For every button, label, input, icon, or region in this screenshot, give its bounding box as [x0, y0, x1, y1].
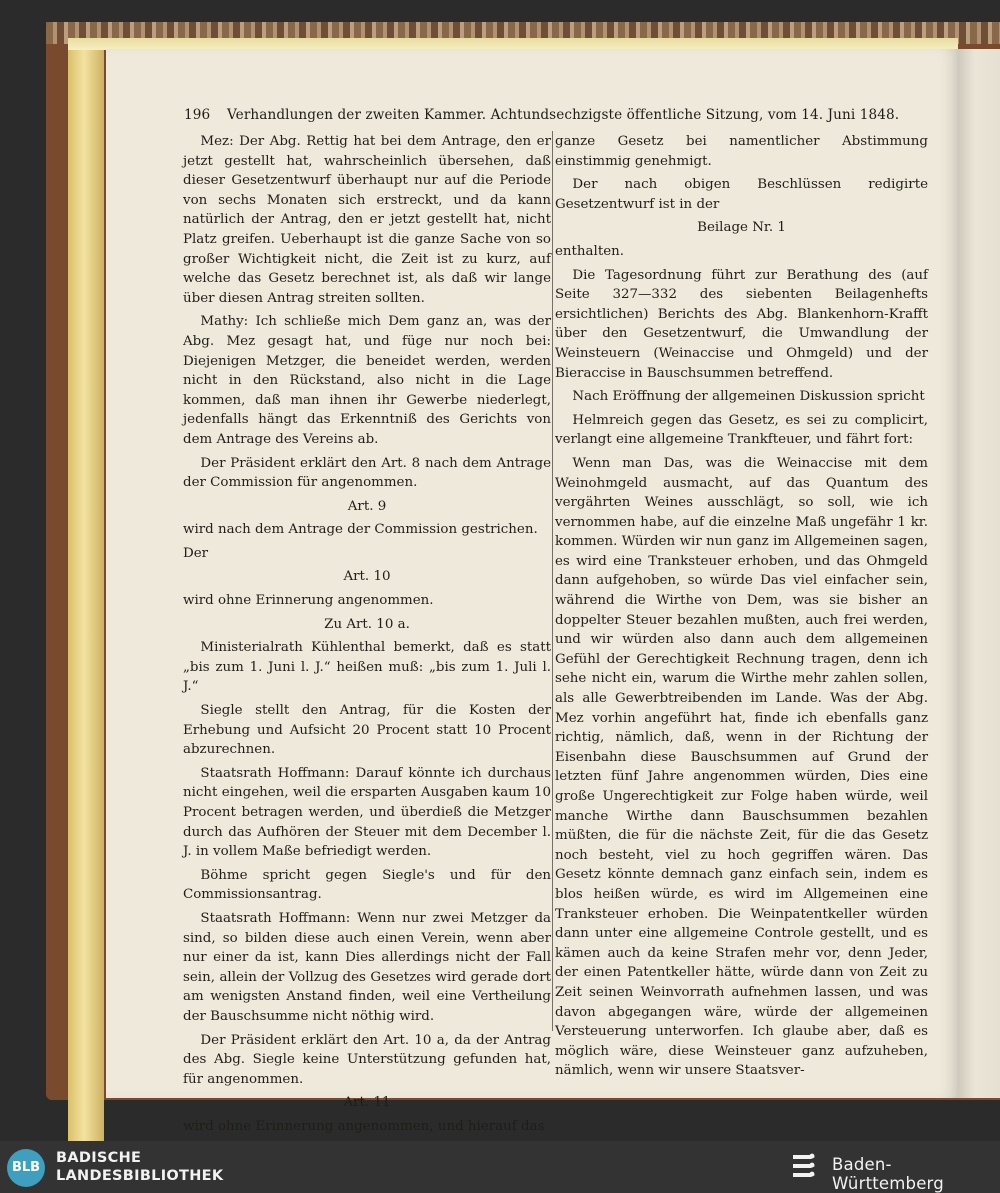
paragraph: Helmreich gegen das Gesetz, es sei zu complicirt, verlangt eine allgemeine Trankfteuer, und fährt fort:	[555, 412, 928, 448]
paragraph: wird nach dem Antrage der Commission gestrichen.	[183, 522, 538, 538]
paragraph: Ministerialrath Kühlenthal bemerkt, daß es statt „bis zum 1. Juni l. J.“ heißen muß: „bis zum 1. Juli l. J.“	[183, 640, 551, 695]
next-page-edge	[958, 49, 1000, 1098]
running-header	[184, 107, 954, 129]
gilt-page-edge	[68, 38, 104, 1179]
footer-banner	[0, 1141, 1000, 1193]
library-name[interactable]	[56, 1149, 223, 1185]
paragraph: Der Präsident erklärt den Art. 10 a, da der Antrag des Abg. Siegle keine Unterstützung gefunden hat, für angenommen.	[183, 1032, 551, 1087]
paragraph: Die Tagesordnung führt zur Berathung des (auf Seite 327—332 des siebenten Beilagenhefts ersichtlichen) Berichts des Abg. Blankenhorn-Krafft über den Gesetzentwurf, die Umwandlung der Weinsteuern (Weinaccise und Ohmgeld) und der Bieraccise in Bauschsummen betreffend.	[555, 267, 928, 381]
library-name-line2: LANDESBIBLIOTHEK	[56, 1168, 224, 1184]
left-text-column	[183, 132, 551, 1141]
section-heading: Art. 11	[343, 1095, 391, 1111]
paragraph: Staatsrath Hoffmann: Wenn nur zwei Metzger da sind, so bilden diese auch einen Verein, wenn aber nur einer da ist, kann Dies allerdings nicht der Fall sein, allein der Vollzug des Gesetzes wird gerade dort am wenigsten Anstand finden, weil eine Vertheilung der Bauschsumme nicht nöthig wird.	[183, 910, 551, 1024]
scanned-page	[106, 49, 958, 1134]
section-heading: Art. 9	[347, 498, 387, 514]
paragraph: Der Präsident erklärt den Art. 8 nach dem Antrage der Commission für angenommen.	[183, 455, 551, 491]
paragraph: Staatsrath Hoffmann: Darauf könnte ich durchaus nicht eingehen, weil die ersparten Ausgaben kaum 10 Procent betragen werden, und überdieß die Metzger durch das Aufhören der Steuer mit dem December l. J. in vollem Maße befriedigt werden.	[183, 765, 551, 860]
paragraph: Böhme spricht gegen Siegle's und für den Commissionsantrag.	[183, 867, 551, 903]
paragraph: Der nach obigen Beschlüssen redigirte Gesetzentwurf ist in der	[555, 177, 928, 212]
paragraph: Siegle stellt den Antrag, für die Kosten der Erhebung und Aufsicht 20 Procent statt 10 Procent abzurechnen.	[183, 703, 551, 758]
paragraph: Der	[183, 545, 209, 561]
paragraph: Nach Eröffnung der allgemeinen Diskussion spricht	[572, 389, 925, 405]
state-name[interactable]: Baden-Württemberg	[832, 1155, 944, 1193]
paragraph: wird ohne Erinnerung angenommen.	[183, 593, 434, 609]
paragraph: ganze Gesetz bei namentlicher Abstimmung einstimmig genehmigt.	[555, 134, 928, 169]
section-heading: Art. 10	[343, 569, 391, 585]
paragraph: Wenn man Das, was die Weinaccise mit dem Weinohmgeld ausmacht, auf das Quantum des vergährten Weines ausschlägt, so soll, wie ich vernommen habe, auf die einzelne Maß ungefähr 1 kr. kommen. Würden wir nun ganz im Allgemeinen sagen, es wird eine Tranksteuer erhoben, und das Ohmgeld dann aufgehoben, so würde Das viel einfacher sein, während die Wirthe von Dem, was sie bisher an doppelter Steuer bezahlen mußten, auch frei werden, und wir würden also dann auch dem allgemeinen Gefühl der Gerechtigkeit Rechnung tragen, denn ich sehe nicht ein, warum die Wirthe mehr zahlen sollen, als alle Gewerbtreibenden im Lande. Was der Abg. Mez vorhin angeführt hat, finde ich ebenfalls ganz richtig, nämlich, daß, wenn in der Richtung der Eisenbahn diese Bauschsummen auf Grund der letzten fünf Jahre angenommen würden, Dies eine große Ungerechtigkeit zur Folge haben würde, weil manche Wirthe dann Bauschsummen bezahlen müßten, die für die nächste Zeit, für die das Gesetz noch besteht, viel zu hoch gegriffen wären. Das Gesetz könnte demnach ganz einfach sein, indem es blos heißen würde, es wird im Allgemeinen eine Tranksteuer erhoben. Die Weinpatentkeller würden dann unter eine allgemeine Controle gestellt, und es kämen auch da keine Strafen mehr vor, denn Jeder, der einen Patentkeller hätte, würde dann von Zeit zu Zeit seinen Weinvorrath aufnehmen lassen, und was davon abgegangen wäre, würde der allgemeinen Versteuerung unterworfen. Ich glaube aber, daß es möglich wäre, diese Weinsteuer ganz aufzuheben, nämlich, wenn wir unsere Staatsver-	[555, 455, 928, 1079]
library-name-line1: BADISCHE	[56, 1150, 142, 1166]
section-heading: Zu Art. 10 a.	[324, 616, 410, 632]
section-heading: Beilage Nr. 1	[697, 220, 786, 236]
paragraph: Mez: Der Abg. Rettig hat bei dem Antrage, den er jetzt gestellt hat, wahrscheinlich übersehen, daß dieser Gesetzentwurf überhaupt nur auf die Periode von sechs Monaten sich erstreckt, und da kann natürlich der Antrag, den er jetzt gestellt hat, nicht Platz greifen. Ueberhaupt ist die ganze Sache von so großer Wichtigkeit nicht, die Zeit ist zu kurz, auf welche das Gesetz berechnet ist, als daß wir lange über diesen Antrag streiten sollten.	[183, 134, 551, 306]
running-title: Verhandlungen der zweiten Kammer. Achtundsechzigste öffentliche Sitzung, vom 14. Juni 1848.	[227, 107, 900, 123]
paragraph: enthalten.	[555, 243, 625, 259]
page-number: 196	[184, 107, 211, 123]
lions-coat-of-arms-icon	[790, 1151, 820, 1183]
right-text-column	[555, 132, 928, 1085]
paragraph: Mathy: Ich schließe mich Dem ganz an, was der Abg. Mez gesagt hat, und füge nur noch bei: Diejenigen Metzger, die beneidet werden, werden nicht in den Rückstand, also nicht in die Lage kommen, daß man ihnen ihr Gewerbe niederlegt, jedenfalls hängt das Erkenntniß des Gerichts von dem Antrage des Vereins ab.	[183, 314, 551, 447]
column-divider	[552, 131, 553, 1031]
paragraph: wird ohne Erinnerung angenommen, und hierauf das	[183, 1118, 545, 1134]
blb-logo[interactable]: BLB	[7, 1149, 45, 1187]
